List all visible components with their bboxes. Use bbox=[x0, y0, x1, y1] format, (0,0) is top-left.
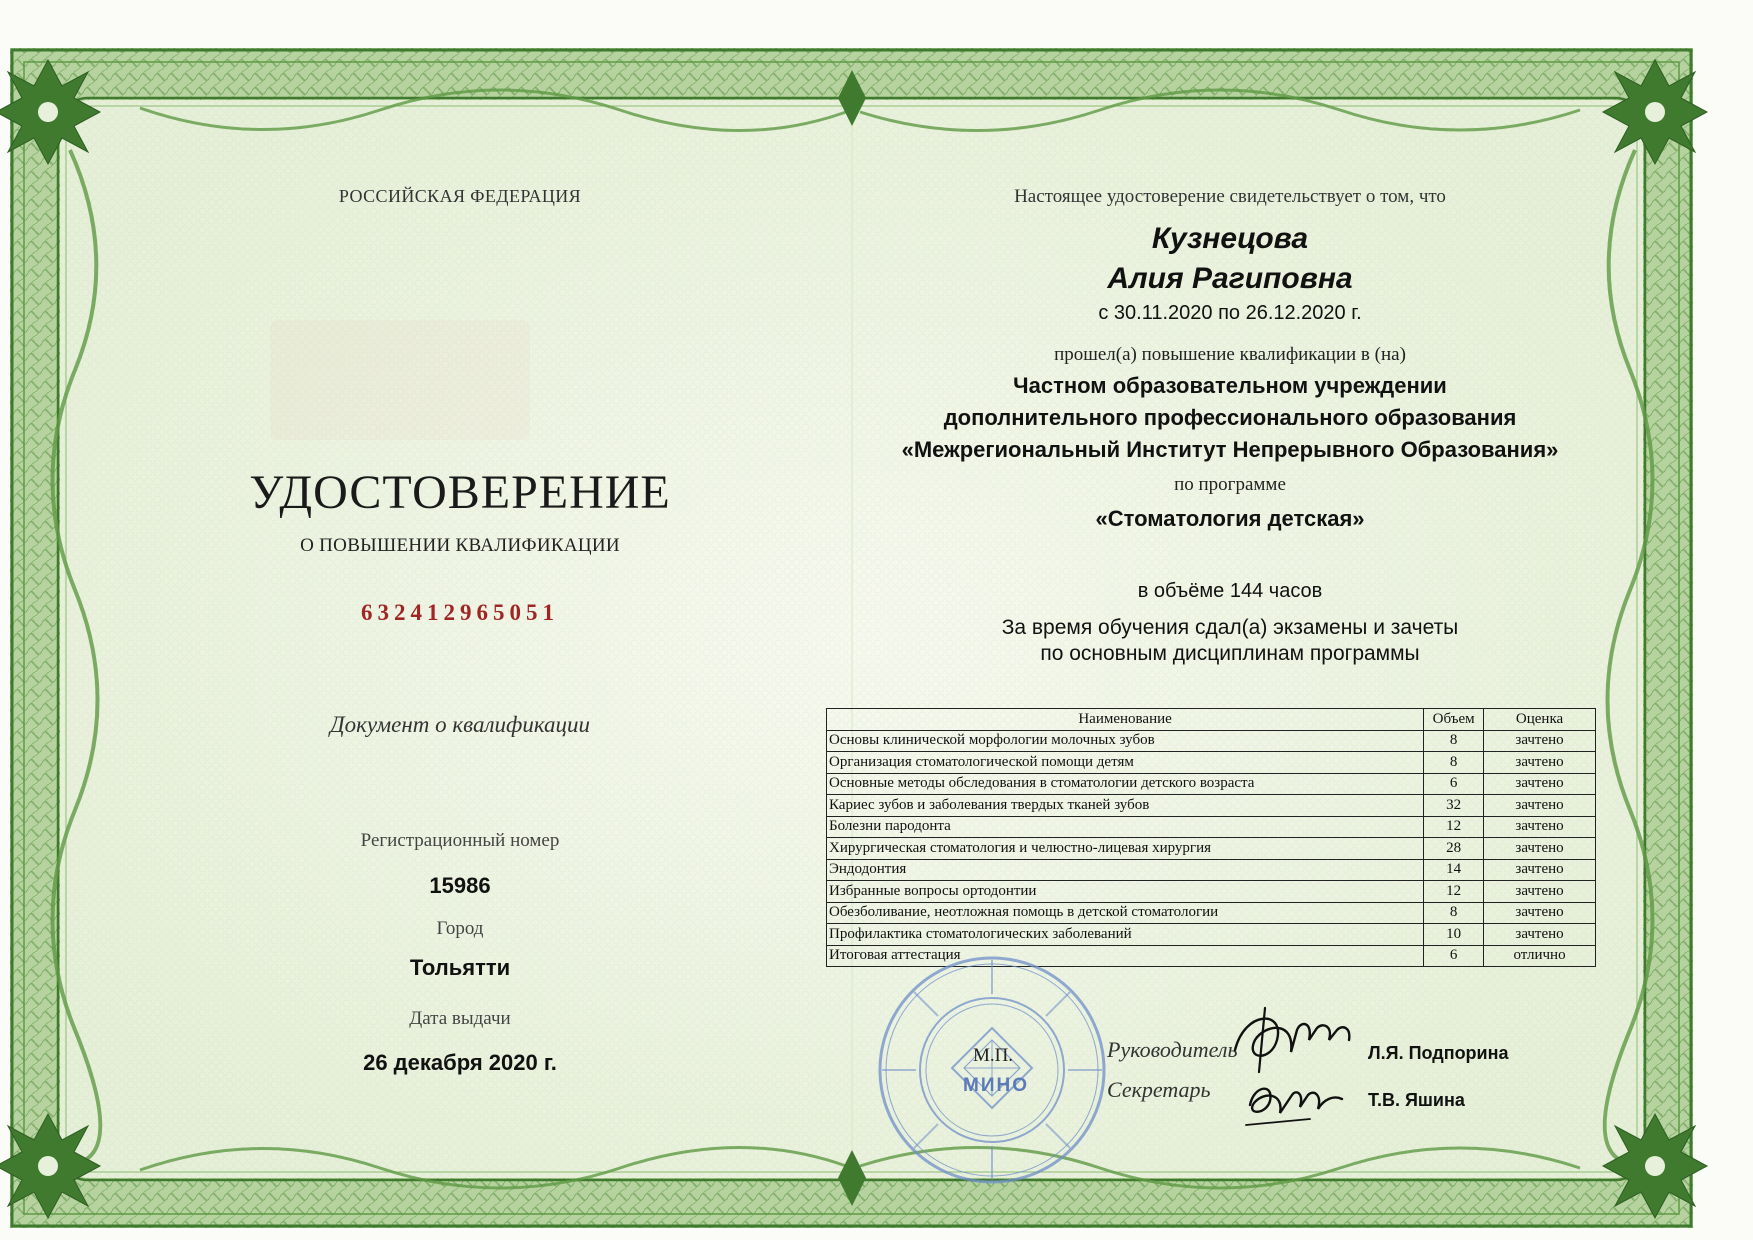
discipline-hours: 32 bbox=[1424, 795, 1484, 817]
discipline-hours: 8 bbox=[1424, 902, 1484, 924]
discipline-grade: зачтено bbox=[1484, 859, 1596, 881]
discipline-hours: 12 bbox=[1424, 816, 1484, 838]
passed-text: прошел(а) повышение квалификации в (на) bbox=[1054, 344, 1406, 365]
discipline-name: Организация стоматологической помощи детям bbox=[827, 752, 1424, 774]
head-role-label: Руководитель bbox=[1107, 1037, 1238, 1062]
official-seal bbox=[872, 950, 1112, 1190]
discipline-name: Основы клинической морфологии молочных зубов bbox=[827, 730, 1424, 752]
program-name: «Стоматология детская» bbox=[1095, 506, 1365, 531]
secretary-signature bbox=[1240, 1075, 1350, 1135]
study-period: с 30.11.2020 по 26.12.2020 г. bbox=[1098, 302, 1362, 324]
discipline-grade: зачтено bbox=[1484, 924, 1596, 946]
discipline-name: Эндодонтия bbox=[827, 859, 1424, 881]
secretary-role-label: Секретарь bbox=[1107, 1077, 1211, 1102]
discipline-name: Хирургическая стоматология и челюстно-лицевая хирургия bbox=[827, 838, 1424, 860]
document-title: УДОСТОВЕРЕНИЕ bbox=[249, 466, 671, 519]
exams-text-line-1: За время обучения сдал(а) экзамены и зачеты bbox=[1001, 616, 1459, 639]
discipline-grade: зачтено bbox=[1484, 881, 1596, 903]
table-row bbox=[827, 752, 1596, 774]
discipline-grade: зачтено bbox=[1484, 816, 1596, 838]
discipline-name: Кариес зубов и заболевания твердых тканей зубов bbox=[827, 795, 1424, 817]
table-row bbox=[827, 838, 1596, 860]
exams-text-line-2: по основным дисциплинам программы bbox=[1040, 642, 1420, 665]
discipline-name: Избранные вопросы ортодонтии bbox=[827, 881, 1424, 903]
table-row bbox=[827, 730, 1596, 752]
table-row bbox=[827, 881, 1596, 903]
discipline-hours: 28 bbox=[1424, 838, 1484, 860]
document-number: 632412965051 bbox=[361, 600, 559, 625]
discipline-hours: 8 bbox=[1424, 730, 1484, 752]
registration-label: Регистрационный номер bbox=[360, 830, 560, 851]
institution-line-3: «Межрегиональный Институт Непрерывного Образования» bbox=[901, 437, 1559, 462]
table-row bbox=[827, 773, 1596, 795]
by-program-text: по программе bbox=[1174, 474, 1286, 495]
registration-number: 15986 bbox=[429, 873, 491, 898]
city-label: Город bbox=[436, 918, 484, 939]
city-value: Тольятти bbox=[409, 955, 511, 980]
discipline-hours: 10 bbox=[1424, 924, 1484, 946]
discipline-hours: 8 bbox=[1424, 752, 1484, 774]
document-subtitle: О ПОВЫШЕНИИ КВАЛИФИКАЦИИ bbox=[300, 535, 620, 556]
holder-surname: Кузнецова bbox=[1151, 222, 1309, 255]
discipline-name: Болезни пародонта bbox=[827, 816, 1424, 838]
table-row bbox=[827, 924, 1596, 946]
discipline-grade: зачтено bbox=[1484, 838, 1596, 860]
header-volume: Объем bbox=[1424, 709, 1484, 731]
certifies-text: Настоящее удостоверение свидетельствует о том, что bbox=[1014, 186, 1446, 207]
head-signature bbox=[1225, 1000, 1365, 1080]
table-row bbox=[827, 816, 1596, 838]
holder-name: Алия Рагиповна bbox=[1107, 262, 1353, 295]
header-name: Наименование bbox=[827, 709, 1424, 731]
discipline-grade: зачтено bbox=[1484, 795, 1596, 817]
institution-line-1: Частном образовательном учреждении bbox=[1013, 373, 1447, 398]
document-kind: Документ о квалификации bbox=[329, 712, 591, 737]
discipline-name: Итоговая аттестация bbox=[827, 945, 1424, 967]
seal-place-label: М.П. bbox=[972, 1045, 1014, 1066]
institution-line-2: дополнительного профессионального образования bbox=[943, 405, 1517, 430]
table-row bbox=[827, 795, 1596, 817]
discipline-name: Обезболивание, неотложная помощь в детской стоматологии bbox=[827, 902, 1424, 924]
secretary-name: Т.В. Яшина bbox=[1368, 1090, 1465, 1110]
table-header-row bbox=[827, 709, 1596, 731]
issue-date: 26 декабря 2020 г. bbox=[363, 1050, 557, 1075]
discipline-hours: 12 bbox=[1424, 881, 1484, 903]
program-volume: в объёме 144 часов bbox=[1137, 580, 1323, 602]
discipline-grade: зачтено bbox=[1484, 730, 1596, 752]
issue-date-label: Дата выдачи bbox=[409, 1008, 511, 1029]
discipline-name: Профилактика стоматологических заболеваний bbox=[827, 924, 1424, 946]
country-label: РОССИЙСКАЯ ФЕДЕРАЦИЯ bbox=[338, 186, 582, 206]
disciplines-table bbox=[826, 708, 1596, 967]
discipline-grade: отлично bbox=[1484, 945, 1596, 967]
discipline-grade: зачтено bbox=[1484, 773, 1596, 795]
discipline-grade: зачтено bbox=[1484, 902, 1596, 924]
discipline-name: Основные методы обследования в стоматологии детского возраста bbox=[827, 773, 1424, 795]
discipline-hours: 6 bbox=[1424, 773, 1484, 795]
seal-center-text: МИНО bbox=[963, 1075, 1029, 1096]
table-row bbox=[827, 859, 1596, 881]
discipline-hours: 6 bbox=[1424, 945, 1484, 967]
discipline-hours: 14 bbox=[1424, 859, 1484, 881]
header-grade: Оценка bbox=[1484, 709, 1596, 731]
head-name: Л.Я. Подпорина bbox=[1368, 1043, 1509, 1063]
table-row bbox=[827, 902, 1596, 924]
discipline-grade: зачтено bbox=[1484, 752, 1596, 774]
